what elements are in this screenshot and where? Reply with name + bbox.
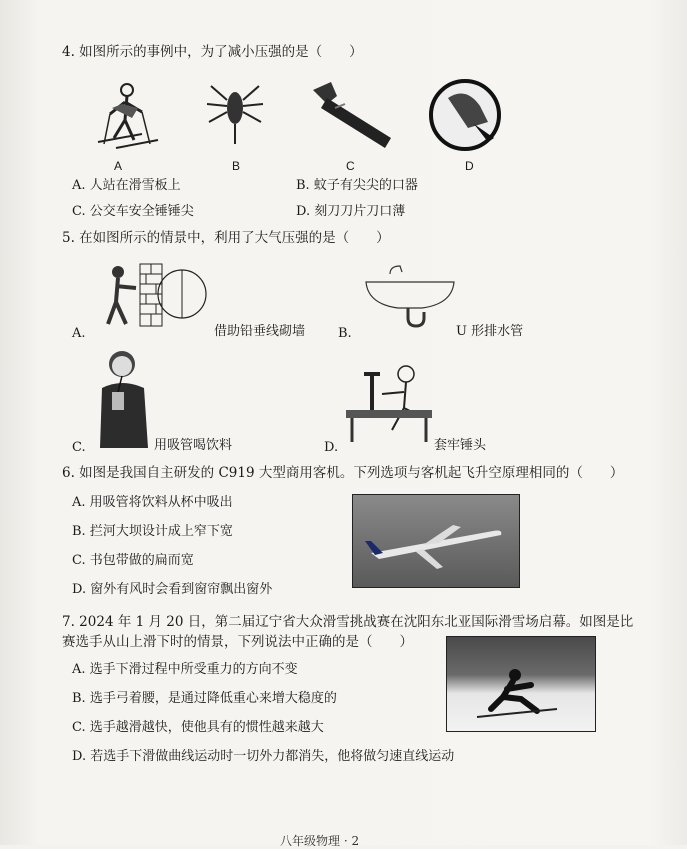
q5-c-caption: 用吸管喝饮料 (154, 438, 233, 453)
carving-knife-figure (428, 78, 503, 153)
q7-option-a: A. 选手下滑过程中所受重力的方向不变 (72, 662, 298, 677)
q7-option-b: B. 选手弓着腰，是通过降低重心来增大稳度的 (72, 691, 337, 706)
u-drain-sink-figure (360, 260, 460, 330)
q5-b-label: B. (338, 326, 352, 341)
q4-option-c: C. 公交车安全锤锤尖 (72, 204, 194, 219)
boy-straw-figure (92, 348, 154, 448)
q7-stem-line1: 7. 2024 年 1 月 20 日，第二届辽宁省大众滑雪挑战赛在沈阳东北亚国际滑雪场启幕。如图是比 (62, 614, 634, 630)
q6-option-d: D. 窗外有风时会看到窗帘飘出窗外 (72, 582, 273, 597)
q7-option-d: D. 若选手下滑做曲线运动时一切外力都消失，他将做匀速直线运动 (72, 749, 455, 764)
q5-c-label: C. (72, 440, 86, 455)
q4-figure-label-b: B (232, 159, 241, 173)
q6-option-c: C. 书包带做的扁而宽 (72, 553, 194, 568)
q4-figure-label-d: D (465, 159, 474, 173)
page-footer: 八年级物理 · 2 (280, 834, 360, 848)
q7-stem-line2: 赛选手从山上滑下时的情景，下列说法中正确的是（ ） (62, 634, 413, 650)
q6-option-b: B. 拦河大坝设计成上窄下宽 (72, 524, 233, 539)
skier-race-photo (446, 636, 596, 732)
skier-figure (92, 78, 162, 158)
q5-d-caption: 套牢锤头 (434, 438, 487, 453)
q5-a-caption: 借助铅垂线砌墙 (214, 324, 306, 339)
q5-b-caption: U 形排水管 (456, 324, 524, 339)
q7-option-c: C. 选手越滑越快，使他具有的惯性越来越大 (72, 720, 324, 735)
q5-a-label: A. (72, 326, 86, 341)
safety-hammer-figure (305, 78, 400, 153)
q5-d-label: D. (324, 440, 339, 455)
q4-option-a: A. 人站在滑雪板上 (72, 178, 181, 193)
q4-figure-label-a: A (114, 159, 123, 173)
q6-stem: 6. 如图是我国自主研发的 C919 大型商用客机。下列选项与客机起飞升空原理相同的（ ） (62, 465, 624, 481)
q4-option-d: D. 刻刀刀片刀口薄 (296, 204, 406, 219)
q4-stem: 4. 如图所示的事例中，为了减小压强的是（ ） (62, 44, 363, 60)
mosquito-figure (205, 78, 265, 148)
q4-figure-label-c: C (346, 159, 355, 173)
q6-option-a: A. 用吸管将饮料从杯中吸出 (72, 495, 233, 510)
q4-option-b: B. 蚊子有尖尖的口器 (296, 178, 418, 193)
plumb-wall-figure (100, 258, 210, 330)
c919-aircraft-photo (352, 494, 520, 588)
hammer-bench-figure (342, 358, 438, 444)
q5-stem: 5. 在如图所示的情景中，利用了大气压强的是（ ） (62, 230, 390, 246)
